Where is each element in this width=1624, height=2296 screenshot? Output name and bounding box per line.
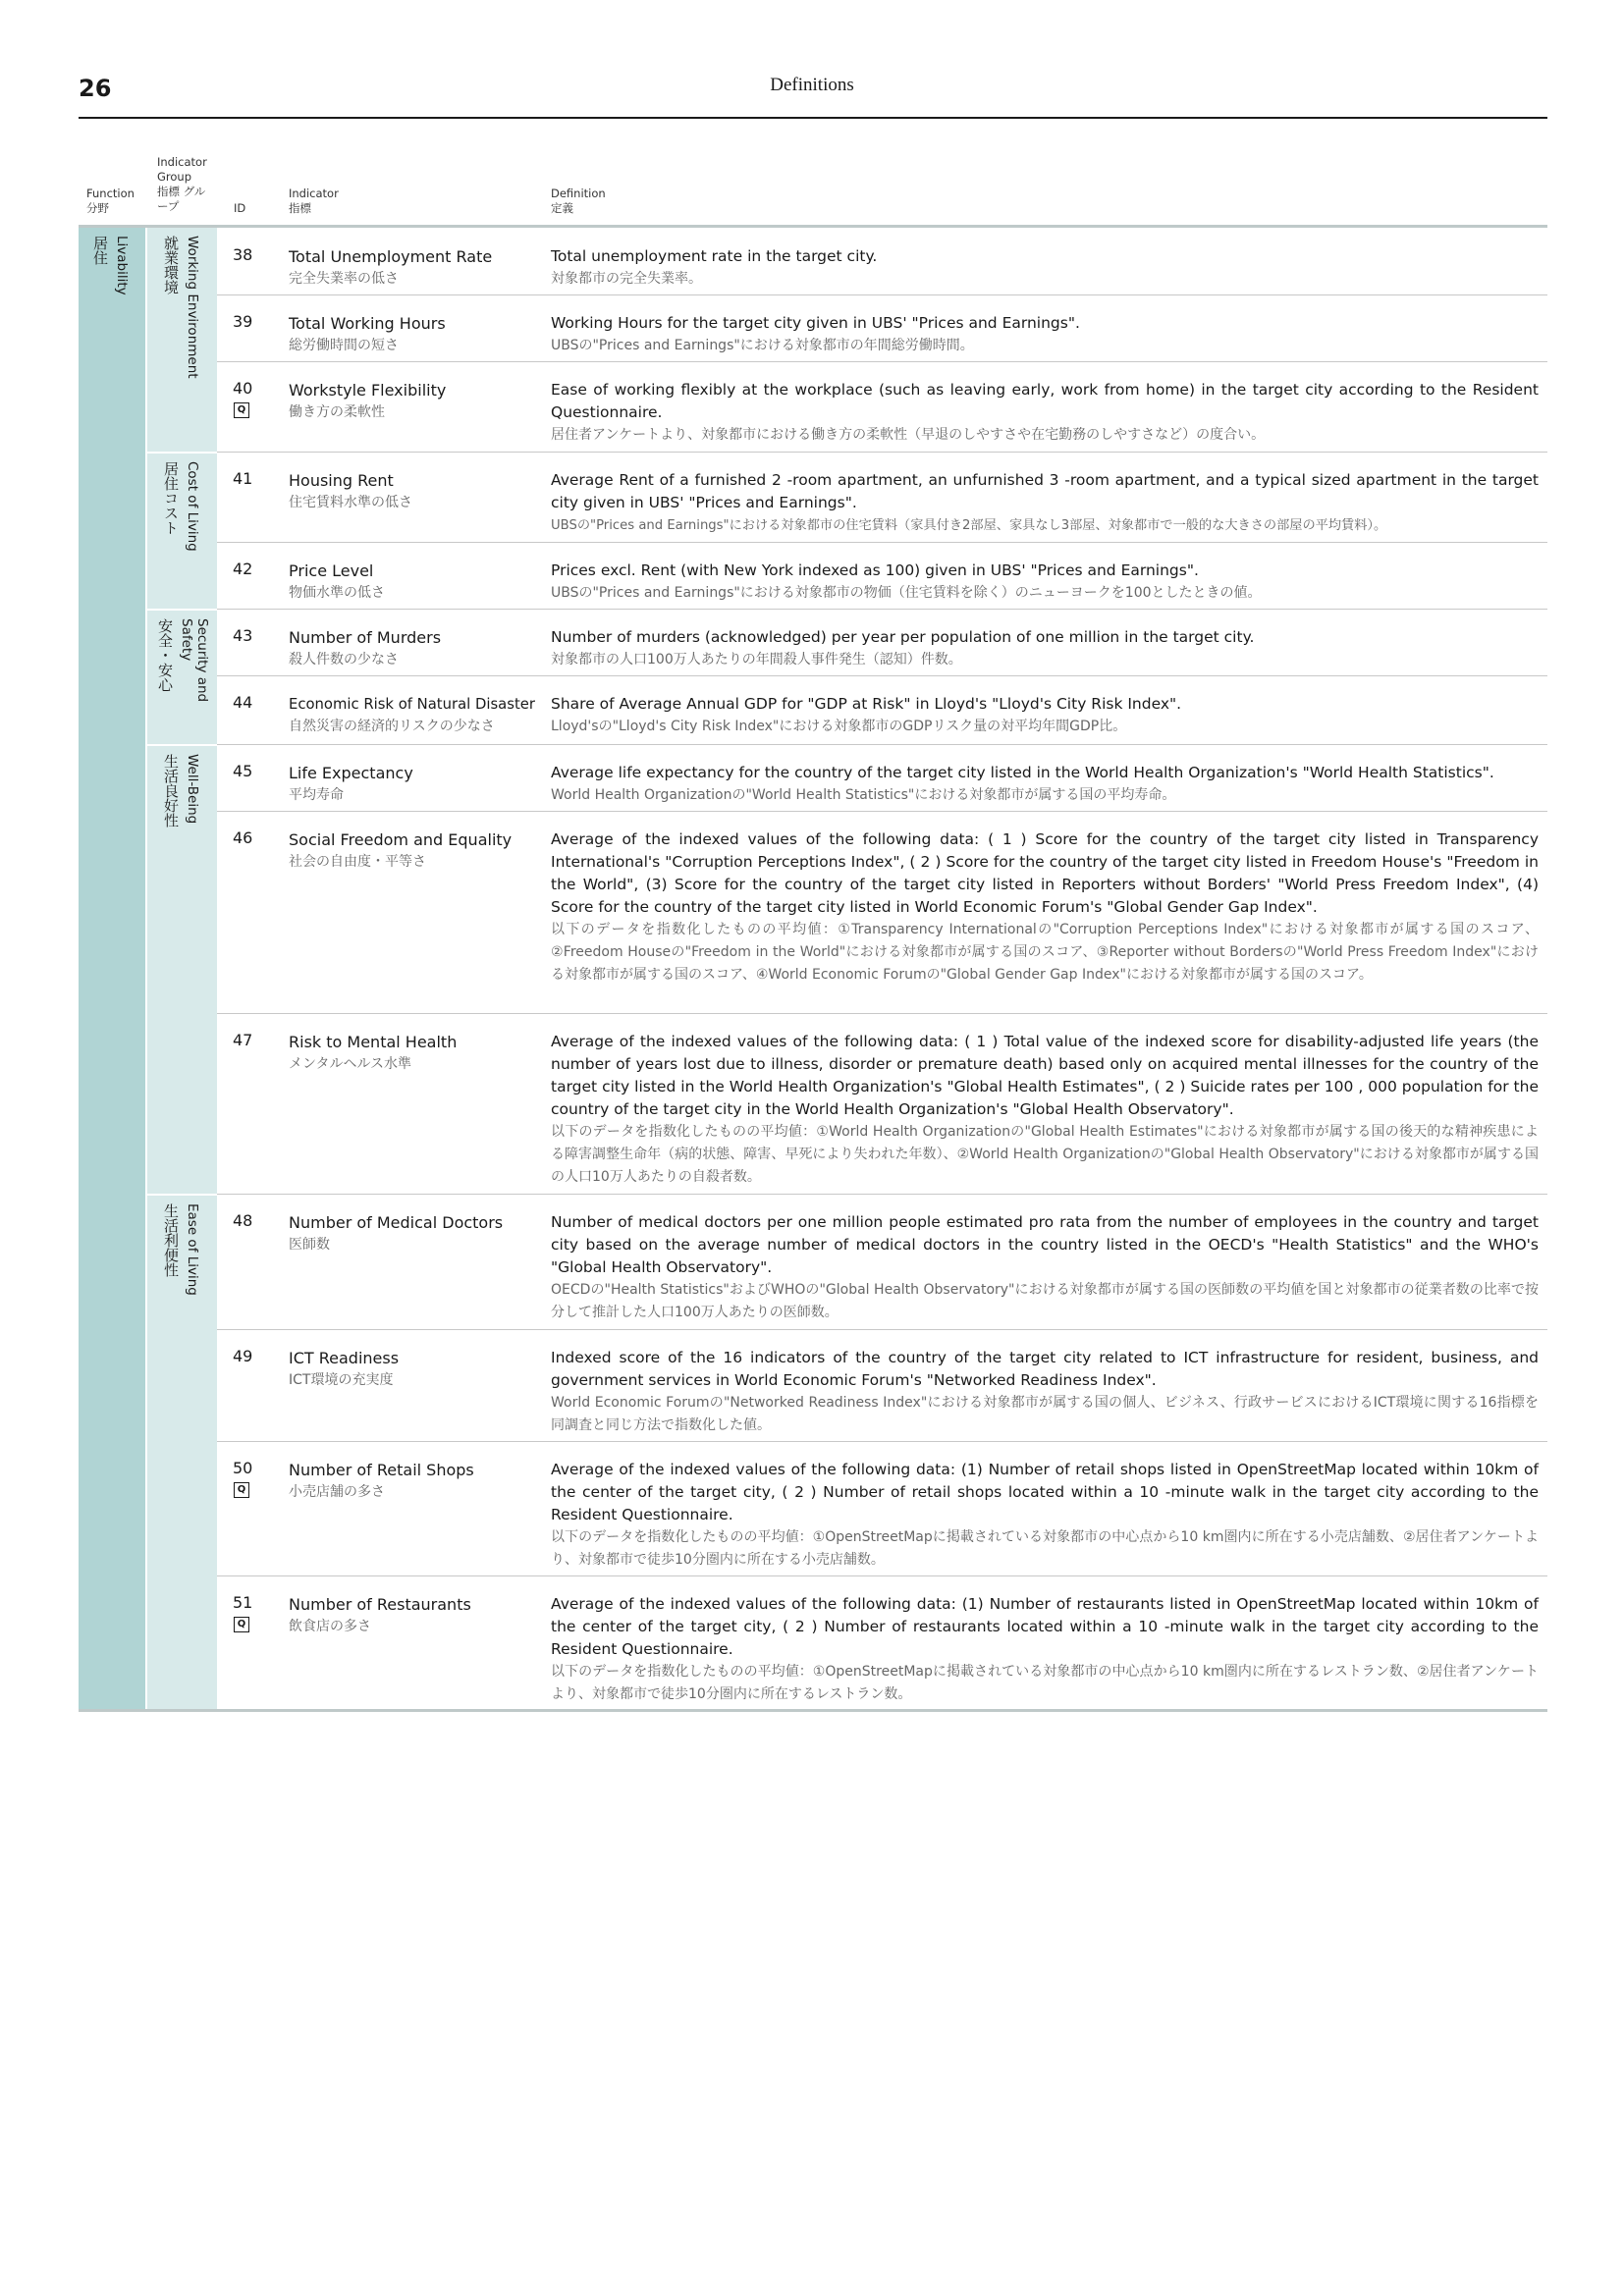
indicator-name-ja: 働き方の柔軟性 [289,404,385,420]
group-band-cost-of-living [147,454,217,609]
definition-en: Average of the indexed values of the following data: (1) Number of retail shops listed in OpenStreetMap located within 10km of the center of the target city, ( 2 ) Number of retail shops located within a 10 -minute walk in the target city according to the Resident Questionnaire. [551,1461,1539,1523]
column-header-id [234,201,245,216]
indicator-id: 39 [233,312,253,331]
definition-ja: Lloyd'sの"Lloyd's City Risk Index"における対象都市のGDPリスク量の対平均年間GDP比。 [551,719,1127,734]
definition-cell [551,245,1539,291]
indicator-name-en: ICT Readiness [289,1349,400,1367]
indicator-name-en: Social Freedom and Equality [289,830,513,849]
definition-ja: 居住者アンケートより、対象都市における働き方の柔軟性（早退のしやすさや在宅勤務のしやすさなど）の度合い。 [551,427,1266,443]
table-row [217,811,1547,1013]
definition-en: Indexed score of the 16 indicators of the country of the target city related to ICT infrastructure for resident, business, and government services in World Economic Forum's "Networked Readiness Index". [551,1349,1539,1389]
indicator-id: 45 [233,762,253,780]
indicator-name-ja: 総労働時間の短さ [289,338,399,353]
definition-cell [551,626,1539,671]
indicator-cell [289,1031,544,1075]
indicator-cell [289,1593,544,1637]
page-number: 26 [79,75,112,102]
indicator-name-en: Number of Restaurants [289,1595,471,1614]
column-header-ja: 指標 グループ [157,185,206,213]
column-header-en: ID [234,201,246,215]
group-band-ease-of-living [147,1196,217,1709]
definition-en: Number of murders (acknowledged) per year per population of one million in the target city. [551,628,1255,646]
group-label-en: Cost of Living [185,461,200,552]
definition-ja: 対象都市の人口100万人あたりの年間殺人事件発生（認知）件数。 [551,652,962,667]
indicator-id: 42 [233,560,253,578]
definition-cell [551,379,1539,447]
definition-cell [551,1031,1539,1189]
indicator-cell [289,560,544,604]
indicator-id: 49 [233,1347,253,1365]
table-row [217,1575,1547,1709]
group-label-en: Ease of Living [185,1203,200,1296]
indicator-name-en: Risk to Mental Health [289,1033,458,1051]
column-header-en: Definition [551,187,606,200]
indicator-name-ja: ICT環境の充実度 [289,1372,394,1388]
table-row [217,294,1547,361]
column-header-ja: 分野 [86,201,109,215]
column-header-ja: 定義 [551,201,573,215]
definition-ja: UBSの"Prices and Earnings"における対象都市の物価（住宅賃料を除く）のニューヨークを100としたときの値。 [551,585,1262,601]
definition-en: Share of Average Annual GDP for "GDP at Risk" in Lloyd's "Lloyd's City Risk Index". [551,695,1182,713]
running-head: Definitions [770,75,854,95]
definition-ja: 以下のデータを指数化したものの平均値：①OpenStreetMapに掲載されている対象都市の中心点から10 km圏内に所在する小売店舗数、②居住者アンケートより、対象都市で徒歩10分圏内に所在する小売店舗数。 [551,1529,1539,1568]
definition-en: Prices excl. Rent (with New York indexed as 100) given in UBS' "Prices and Earnings". [551,561,1199,579]
function-label-ja: 居住 [91,236,109,265]
indicator-name-en: Housing Rent [289,471,394,490]
indicator-name-en: Workstyle Flexibility [289,381,447,400]
definition-ja: World Health Organizationの"World Health Statistics"における対象都市が属する国の平均寿命。 [551,787,1176,803]
indicator-name-ja: 社会の自由度・平等さ [289,854,426,870]
indicator-name-en: Number of Murders [289,628,442,647]
table-row [217,1013,1547,1194]
definition-cell [551,469,1539,537]
function-label-en: Livability [114,236,130,295]
definition-cell [551,693,1539,738]
group-label-ja: 就業環境 [162,236,180,294]
group-label-ja: 生活良好性 [162,754,180,828]
table-row [217,542,1547,609]
definition-en: Average of the indexed values of the following data: ( 1 ) Score for the country of the target city listed in Transparency International's "Corruption Perceptions Index", ( 2 ) Score for the country of the target city listed in Freedom House's "Freedom in the World", (3) Score for the country of the target city listed in Reporters without Borders' "World Press Freedom Index", (4) Score for the country of the target city listed in World Economic Forum's "Global Gender Gap Index". [551,830,1539,916]
column-header-en: Function [86,187,135,200]
group-band-well-being [147,746,217,1194]
definition-en: Number of medical doctors per one million people estimated pro rata from the number of employees in the country and target city based on the average number of medical doctors in the country listed in the OECD's "Health Statistics" and the WHO's "Global Health Observatory". [551,1213,1539,1276]
definition-en: Average of the indexed values of the following data: ( 1 ) Total value of the indexed score for disability-adjusted life years (the number of years lost due to illness, disorder or premature death) based only on acquired mental illnesses for the country of the target city listed in the World Health Organization's "Global Health Estimates", ( 2 ) Suicide rates per 100 , 000 population for the country of the target city in the World Health Organization's "Global Health Observatory". [551,1033,1539,1118]
indicator-cell [289,1211,544,1255]
indicator-cell [289,762,544,806]
indicator-cell [289,379,544,423]
definition-cell [551,1593,1539,1706]
indicator-cell [289,1459,544,1503]
indicator-id: 43 [233,626,253,645]
indicator-cell [289,245,544,290]
questionnaire-icon: Q [234,402,249,418]
definition-cell [551,1347,1539,1437]
column-header-indicator [289,187,339,216]
indicator-id: 50 [233,1459,253,1477]
definition-ja: 以下のデータを指数化したものの平均値：①World Health Organizationの"Global Health Estimates"における対象都市が属する国の後天的な精神疾患による障害調整生命年（病的状態、障害、早死により失われた年数）、②World Health Organizationの"Global Health Observatory"における対象都市が属する国の人口10万人あたりの自殺者数。 [551,1124,1539,1185]
indicator-id: 47 [233,1031,253,1049]
column-header-function [86,187,135,216]
questionnaire-icon: Q [234,1617,249,1632]
column-header-definition [551,187,606,216]
table-row [217,1194,1547,1329]
indicator-id: 40 [233,379,253,398]
indicator-cell [289,469,544,513]
definition-en: Working Hours for the target city given in UBS' "Prices and Earnings". [551,314,1080,332]
indicator-id: 46 [233,828,253,847]
indicator-id: 41 [233,469,253,488]
indicator-name-en: Number of Retail Shops [289,1461,474,1479]
definition-cell [551,828,1539,987]
definition-en: Total unemployment rate in the target city. [551,247,878,265]
definition-ja: 対象都市の完全失業率。 [551,271,702,287]
definition-cell [551,1459,1539,1572]
table-row [217,1441,1547,1575]
column-header-group [157,155,214,214]
indicator-id: 51 [233,1593,253,1612]
definition-cell [551,312,1539,357]
definition-ja: UBSの"Prices and Earnings"における対象都市の年間総労働時間。 [551,338,974,353]
group-label-en: Security and Safety [179,618,210,703]
definition-cell [551,762,1539,807]
indicator-name-ja: 飲食店の多さ [289,1619,371,1634]
indicator-cell [289,828,544,873]
table-row [217,1329,1547,1441]
definition-ja: 以下のデータを指数化したものの平均値：①OpenStreetMapに掲載されている対象都市の中心点から10 km圏内に所在するレストラン数、②居住者アンケートより、対象都市で徒歩10分圏内に所在するレストラン数。 [551,1664,1539,1702]
definition-ja: UBSの"Prices and Earnings"における対象都市の住宅賃料（家具付き2部屋、家具なし3部屋、対象都市で一般的な大きさの部屋の平均賃料）。 [551,518,1387,533]
questionnaire-icon: Q [234,1482,249,1498]
indicator-name-en: Life Expectancy [289,764,413,782]
definition-en: Average Rent of a furnished 2 -room apartment, an unfurnished 3 -room apartment, and a typical sized apartment in the target city given in UBS' "Prices and Earnings". [551,471,1539,511]
function-band [79,228,145,1709]
definition-cell [551,560,1539,605]
group-band-working-environment [147,228,217,452]
group-label-en: Well-Being [185,754,200,825]
indicator-name-ja: 殺人件数の少なさ [289,652,399,667]
indicator-name-en: Economic Risk of Natural Disaster [289,696,535,713]
definition-ja: OECDの"Health Statistics"およびWHOの"Global Health Observatory"における対象都市が属する国の医師数の平均値を国と対象都市の従業者数の比率で按分して推計した人口100万人あたりの医師数。 [551,1282,1539,1320]
group-label-en: Working Environment [185,236,200,379]
indicator-name-en: Number of Medical Doctors [289,1213,504,1232]
definition-ja: 以下のデータを指数化したものの平均値：①Transparency Internationalの"Corruption Perceptions Index"における対象都市が属する国のスコア、②Freedom Houseの"Freedom in the World"における対象都市が属する国のスコア、③Reporter without Bordersの"World Press Freedom Index"における対象都市が属する国のスコア、④World Economic Forumの"Global Gender Gap Index"における対象都市が属する国のスコア。 [551,922,1539,983]
definition-en: Average life expectancy for the country of the target city listed in the World Health Organization's "World Health Statistics". [551,764,1494,781]
indicator-name-en: Total Unemployment Rate [289,247,493,266]
indicator-name-ja: 小売店舗の多さ [289,1484,385,1500]
indicator-name-ja: 自然災害の経済的リスクの少なさ [289,719,495,734]
indicator-cell [289,1347,544,1391]
indicator-name-en: Total Working Hours [289,314,446,333]
indicator-id: 38 [233,245,253,264]
indicator-name-ja: メンタルヘルス水準 [289,1056,412,1072]
table-row [217,228,1547,294]
indicator-id: 48 [233,1211,253,1230]
definition-ja: World Economic Forumの"Networked Readiness Index"における対象都市が属する国の個人、ビジネス、行政サービスにおけるICT環境に関する16指標を同調査と同じ方法で指数化した値。 [551,1395,1539,1433]
indicator-name-ja: 完全失業率の低さ [289,271,399,287]
table-row [217,361,1547,452]
indicator-name-ja: 医師数 [289,1237,330,1253]
table-row [217,744,1547,811]
indicator-cell [289,693,544,737]
indicator-cell [289,312,544,356]
table-row [217,452,1547,542]
indicator-cell [289,626,544,670]
indicator-name-ja: 物価水準の低さ [289,585,385,601]
table-row [217,675,1547,744]
group-label-ja: 安全・安心 [156,618,174,692]
header-rule [79,117,1547,119]
definition-cell [551,1211,1539,1324]
column-header-en: Indicator [289,187,339,200]
definition-en: Ease of working flexibly at the workplace (such as leaving early, work from home) in the target city according to the Resident Questionnaire. [551,381,1539,421]
column-header-en: Indicator Group [157,155,207,184]
group-label-ja: 生活利便性 [162,1203,180,1277]
table-row [217,609,1547,675]
indicator-name-en: Price Level [289,561,374,580]
indicator-name-ja: 平均寿命 [289,787,344,803]
table-bottom-rule [79,1709,1547,1712]
column-header-ja: 指標 [289,201,311,215]
group-label-ja: 居住コスト [162,461,180,535]
definition-en: Average of the indexed values of the following data: (1) Number of restaurants listed in OpenStreetMap located within 10km of the center of the target city, ( 2 ) Number of restaurants located within a 10 -minute walk in the target city according to the Resident Questionnaire. [551,1595,1539,1658]
indicator-id: 44 [233,693,253,712]
indicator-name-ja: 住宅賃料水準の低さ [289,495,412,510]
